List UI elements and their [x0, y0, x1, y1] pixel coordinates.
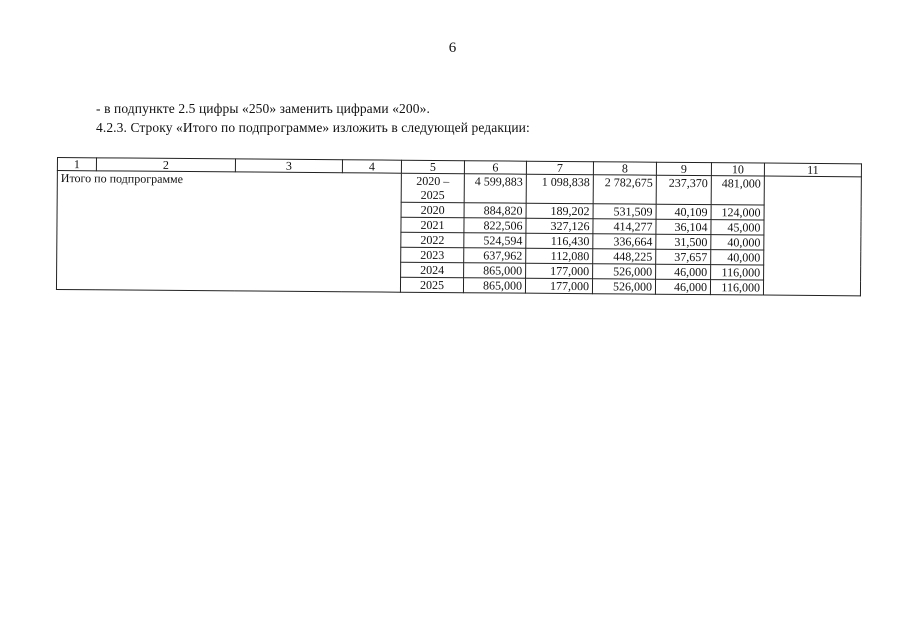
value-cell: 116,000 [710, 280, 763, 295]
year-cell: 2020 [401, 202, 464, 217]
column-header: 8 [593, 162, 656, 175]
value-cell: 45,000 [711, 220, 764, 235]
value-cell: 40,109 [656, 204, 711, 219]
column-header: 9 [656, 162, 711, 175]
value-cell: 637,962 [464, 248, 526, 263]
value-cell: 327,126 [526, 218, 593, 234]
page-number: 6 [448, 40, 457, 56]
value-cell: 2 782,675 [593, 175, 656, 204]
value-cell: 40,000 [711, 235, 764, 250]
year-cell: 2021 [401, 217, 464, 232]
year-cell: 2024 [401, 262, 464, 277]
column-header: 6 [464, 161, 526, 174]
value-cell: 40,000 [711, 250, 764, 265]
value-cell: 112,080 [526, 248, 593, 264]
value-cell: 865,000 [463, 278, 525, 293]
value-cell: 177,000 [525, 278, 592, 294]
year-cell: 2025 [400, 277, 463, 292]
value-cell: 524,594 [464, 233, 526, 248]
column-header: 5 [401, 160, 464, 173]
value-cell: 189,202 [526, 203, 593, 219]
column-header: 7 [526, 161, 593, 175]
value-cell: 116,000 [711, 265, 764, 280]
value-cell: 884,820 [464, 203, 526, 218]
column-header: 10 [711, 163, 764, 176]
column-header: 2 [96, 158, 235, 172]
value-cell: 448,225 [593, 249, 656, 264]
value-cell: 31,500 [656, 234, 711, 249]
column-header: 1 [57, 158, 96, 171]
value-cell: 46,000 [655, 279, 710, 294]
paragraph-section-4-2-3: 4.2.3. Строку «Итого по подпрограмме» изложить в следующей редакции: [96, 120, 530, 135]
year-cell: 2020 – 2025 [401, 173, 464, 202]
value-cell: 1 098,838 [526, 174, 593, 204]
value-cell: 177,000 [526, 263, 593, 279]
value-cell: 526,000 [593, 264, 656, 279]
column-header: 3 [235, 159, 342, 173]
value-cell: 531,509 [593, 204, 656, 219]
value-cell: 414,277 [593, 219, 656, 234]
row-label: Итого по подпрограмме [56, 171, 401, 293]
value-cell: 36,104 [656, 219, 711, 234]
value-cell: 124,000 [711, 205, 764, 220]
value-cell: 4 599,883 [464, 174, 526, 203]
value-cell: 865,000 [464, 263, 526, 278]
paragraph-amendment: - в подпункте 2.5 цифры «250» заменить цифрами «200». [96, 101, 430, 116]
year-cell: 2022 [401, 232, 464, 247]
empty-cell [763, 176, 861, 296]
value-cell: 526,000 [592, 279, 655, 294]
value-cell: 116,430 [526, 233, 593, 249]
value-cell: 336,664 [593, 234, 656, 249]
value-cell: 822,506 [464, 218, 526, 233]
column-header: 11 [764, 163, 861, 177]
value-cell: 237,370 [656, 175, 711, 204]
table-row [57, 171, 861, 206]
value-cell: 46,000 [656, 264, 711, 279]
year-cell: 2023 [401, 247, 464, 262]
column-header: 4 [342, 160, 401, 173]
value-cell: 37,657 [656, 249, 711, 264]
subprogram-total-table [56, 157, 862, 296]
value-cell: 481,000 [711, 176, 764, 205]
